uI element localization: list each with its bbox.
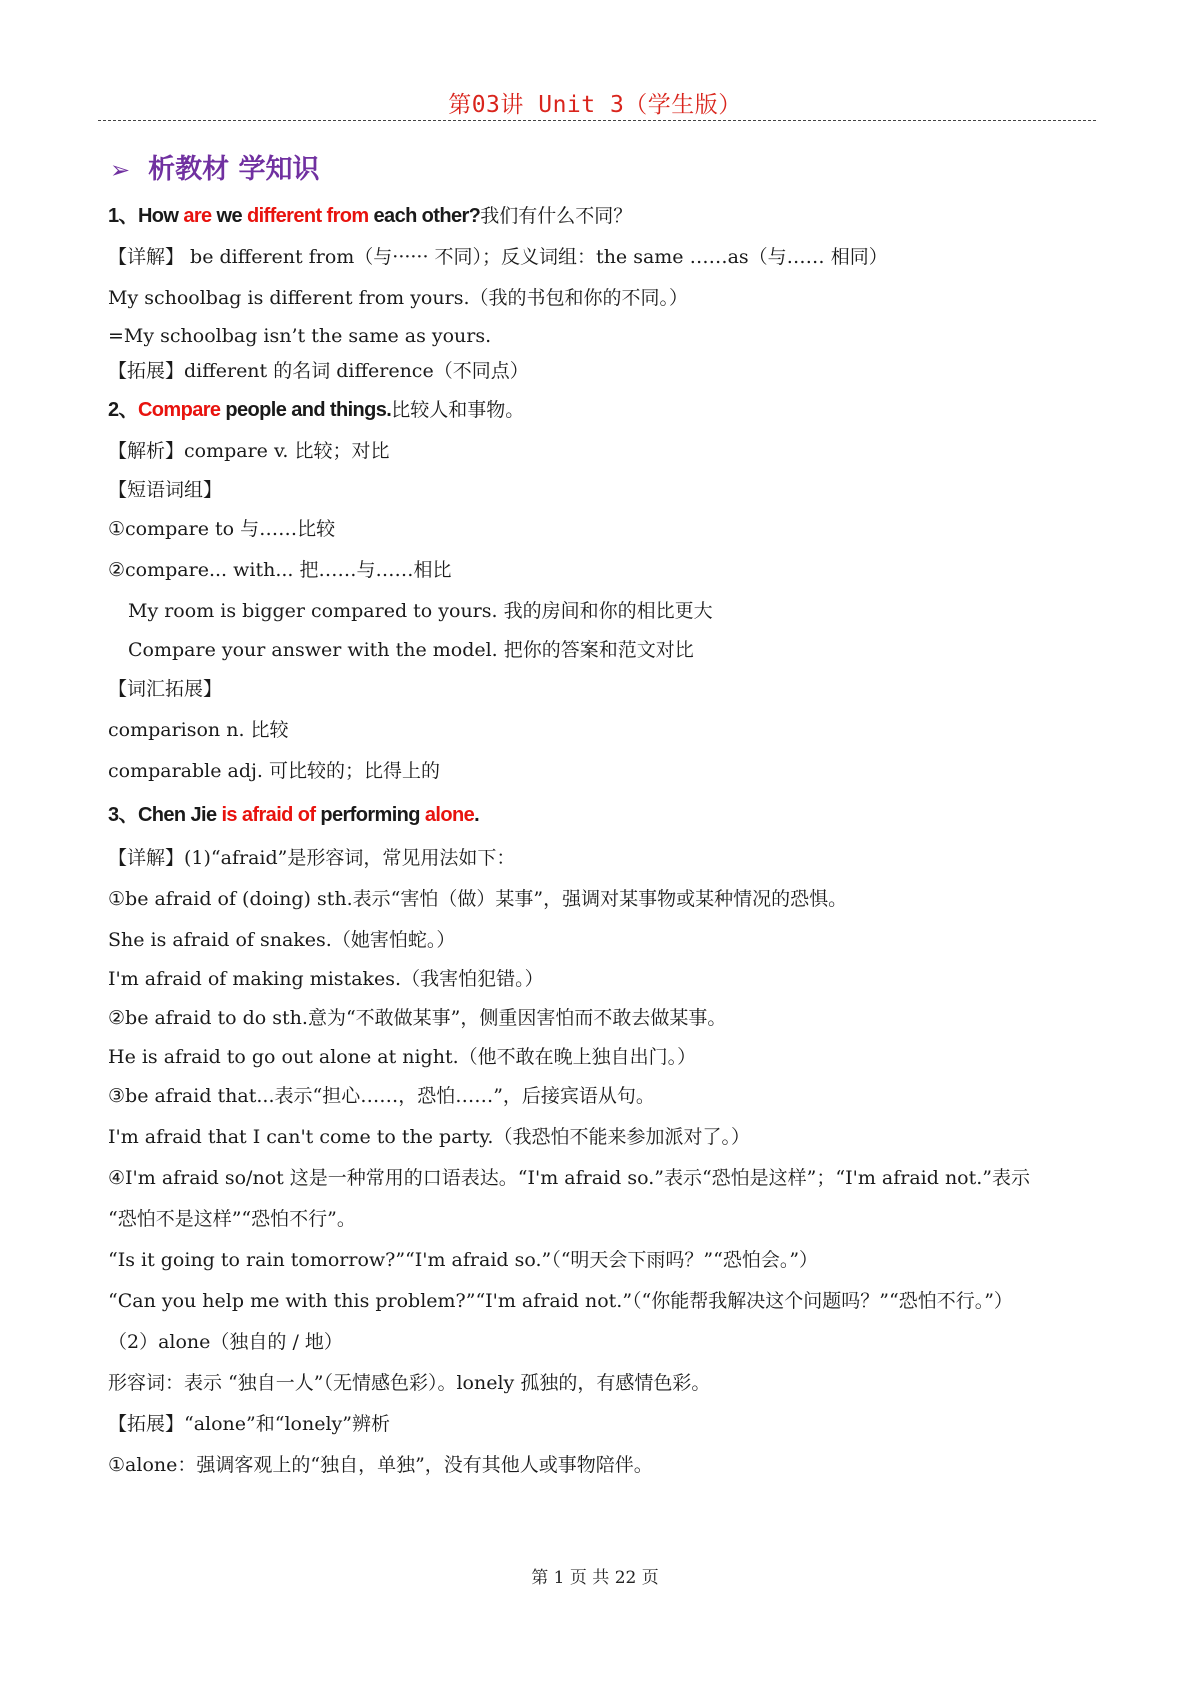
item-3-heading bbox=[108, 792, 1098, 838]
heading-text: people and things. bbox=[220, 399, 392, 421]
detail-line: 【详解】 be different from（与······ 不同）；反义词组：the same ……as（与…… 相同） bbox=[108, 246, 888, 268]
example-line: “Is it going to rain tomorrow?”“I'm afraid so.”（“明天会下雨吗？”“恐怕会。”） bbox=[108, 1249, 819, 1271]
detail-line: 形容词：表示 “独自一人”（无情感色彩）。lonely 孤独的，有感情色彩。 bbox=[108, 1372, 711, 1394]
header-divider bbox=[98, 120, 1096, 121]
vocab-line: comparison n. 比较 bbox=[108, 719, 289, 741]
detail-line: 【详解】(1)“afraid”是形容词，常见用法如下： bbox=[108, 847, 516, 869]
content-body bbox=[108, 196, 1098, 1486]
detail-line: ②be afraid to do sth.意为“不敢做某事”，侧重因害怕而不敢去做某事。 bbox=[108, 1007, 727, 1029]
detail-line: ①alone：强调客观上的“独自，单独”，没有其他人或事物陪伴。 bbox=[108, 1454, 653, 1476]
extension-line: 【拓展】different 的名词 difference（不同点） bbox=[108, 360, 529, 382]
heading-text: we bbox=[211, 205, 247, 227]
heading-text: How bbox=[137, 205, 184, 227]
phrase-line: ②compare... with... 把……与……相比 bbox=[108, 559, 452, 581]
heading-translation: 比较人和事物。 bbox=[391, 399, 525, 421]
item-2-heading bbox=[108, 390, 1098, 431]
heading-text: performing bbox=[315, 804, 425, 826]
highlight-text: different from bbox=[246, 205, 369, 227]
section-heading bbox=[110, 147, 320, 186]
item-number: 2、 bbox=[108, 399, 138, 421]
highlight-text: alone bbox=[424, 804, 475, 826]
example-line: Compare your answer with the model. 把你的答案和范文对比 bbox=[128, 639, 694, 661]
detail-line: ③be afraid that...表示“担心……，恐怕……”，后接宾语从句。 bbox=[108, 1085, 655, 1107]
heading-text: Chen Jie bbox=[137, 804, 222, 826]
example-line: “Can you help me with this problem?”“I'm afraid not.”（“你能帮我解决这个问题吗？”“恐怕不行。”） bbox=[108, 1290, 1013, 1312]
example-line: She is afraid of snakes.（她害怕蛇。） bbox=[108, 929, 456, 951]
detail-line: “恐怕不是这样”“恐怕不行”。 bbox=[108, 1208, 356, 1230]
section-heading-text: 析教材 学知识 bbox=[148, 154, 320, 185]
heading-text: each other? bbox=[368, 205, 481, 227]
example-line: I'm afraid that I can't come to the party.（我恐怕不能来参加派对了。） bbox=[108, 1126, 750, 1148]
highlight-text: is afraid of bbox=[221, 804, 316, 826]
example-line: My schoolbag is different from yours.（我的书包和你的不同。） bbox=[108, 287, 688, 309]
extension-line: 【拓展】“alone”和“lonely”辨析 bbox=[108, 1413, 390, 1435]
item-1-heading bbox=[108, 196, 1098, 237]
analysis-line: 【解析】compare v. 比较；对比 bbox=[108, 440, 390, 462]
page-footer: 第 1 页 共 22 页 bbox=[531, 1568, 659, 1588]
detail-line: （2）alone（独自的 / 地） bbox=[108, 1331, 343, 1353]
detail-line: ④I'm afraid so/not 这是一种常用的口语表达。“I'm afraid so.”表示“恐怕是这样”；“I'm afraid not.”表示 bbox=[108, 1167, 1031, 1189]
heading-text: . bbox=[474, 804, 480, 826]
item-number: 3、 bbox=[108, 804, 138, 826]
example-line: =My schoolbag isn’t the same as yours. bbox=[108, 325, 492, 347]
detail-line: ①be afraid of (doing) sth.表示“害怕（做）某事”，强调对某事物或某种情况的恐惧。 bbox=[108, 888, 848, 910]
phrases-label: 【短语词组】 bbox=[108, 479, 223, 501]
example-line: I'm afraid of making mistakes.（我害怕犯错。） bbox=[108, 968, 544, 990]
heading-translation: 我们有什么不同？ bbox=[480, 205, 633, 227]
phrase-line: ①compare to 与……比较 bbox=[108, 518, 336, 540]
highlight-text: Compare bbox=[137, 399, 221, 421]
example-line: My room is bigger compared to yours. 我的房间和你的相比更大 bbox=[128, 600, 713, 622]
example-line: He is afraid to go out alone at night.（他不敢在晚上独自出门。） bbox=[108, 1046, 697, 1068]
item-number: 1、 bbox=[108, 205, 138, 227]
vocab-label: 【词汇拓展】 bbox=[108, 678, 223, 700]
highlight-text: are bbox=[183, 205, 212, 227]
vocab-line: comparable adj. 可比较的；比得上的 bbox=[108, 760, 440, 782]
arrow-icon: ➢ bbox=[110, 156, 131, 184]
page-title: 第03讲 Unit 3（学生版） bbox=[448, 92, 742, 118]
